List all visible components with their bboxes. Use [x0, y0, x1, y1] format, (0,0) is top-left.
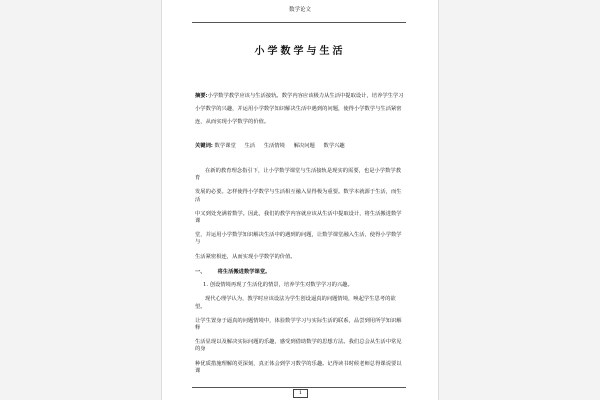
page-number: 1 [293, 389, 308, 398]
intro-line: 堂，并运用小学数学知识解决生活中的遇到的问题，让数学课堂融入生活，使得小学数学与 [195, 232, 402, 246]
section-1 [195, 269, 405, 375]
abstract-line-3: 连，从而实现小学数学的价值。 [195, 119, 270, 126]
keywords [195, 143, 405, 150]
abstract-line-1: 摘要:小学数学教学应该与生活接轨。数学内容应该极力从生活中提取设计，培养学生学习 [195, 93, 404, 99]
keywords-label: 关键词: [195, 143, 213, 149]
section-line: 生活显现以及解决实际问题的乐趣，感受到借助数学的思想方法。我们总会从生活中常见的身 [195, 339, 402, 353]
intro-line: 生活紧密相连，从而实现小学数学的价值。 [195, 253, 296, 260]
intro-line: 中又到处充满着数学。因此，我们的教学内容就应该从生活中提取设计，将生活搬进数学课 [195, 210, 402, 225]
header-rule [192, 22, 406, 23]
section-heading: 一、 将生活搬进数学课堂。 [195, 269, 271, 275]
intro-line: 发展的必要。怎样使得小学数学与生活相互融入显得极为重要。数学本就源于生活，而生活 [195, 189, 402, 203]
keyword: 解决问题 [293, 143, 315, 149]
keyword: 数学课堂 [214, 143, 236, 149]
running-header: 数学论文 [288, 7, 311, 13]
abstract-label: 摘要: [195, 93, 208, 99]
intro-line: 在新的教育理念指引下，让小学数学课堂与生活接轨是现实的需要，也是小学数学教育 [195, 168, 401, 182]
intro-paragraph [195, 168, 405, 261]
section-line: 现代心理学认为，教学时应该设法为学生创设逼真的问题情境，唤起学生思考的欲望。 [195, 296, 396, 310]
abstract-line-2: 小学数学的兴趣，并运用小学数学知识解决生活中遇到的问题，使得小学数学与生活紧密 [195, 106, 402, 113]
keyword: 生活 [244, 143, 256, 149]
document-title: 小学数学与生活 [254, 46, 346, 57]
section-line: 种优质措施理解的更深刻，真正体会到学习数学的乐趣。记得读书时候老师总得课说要以课 [195, 360, 402, 374]
abstract [195, 93, 405, 127]
keyword: 数学兴趣 [323, 143, 345, 149]
section-line: 让学生置身于逼真的问题情境中，体验数学学习与实际生活的联系，品尝到用所学知识解释 [195, 317, 402, 332]
document-page [162, 0, 438, 400]
keyword: 生活情境 [263, 143, 285, 149]
footer-rule [192, 387, 406, 388]
subsection-heading: 1. 创设情境再现了生活化的情景，培养学生对数学学习的兴趣。 [203, 282, 353, 289]
